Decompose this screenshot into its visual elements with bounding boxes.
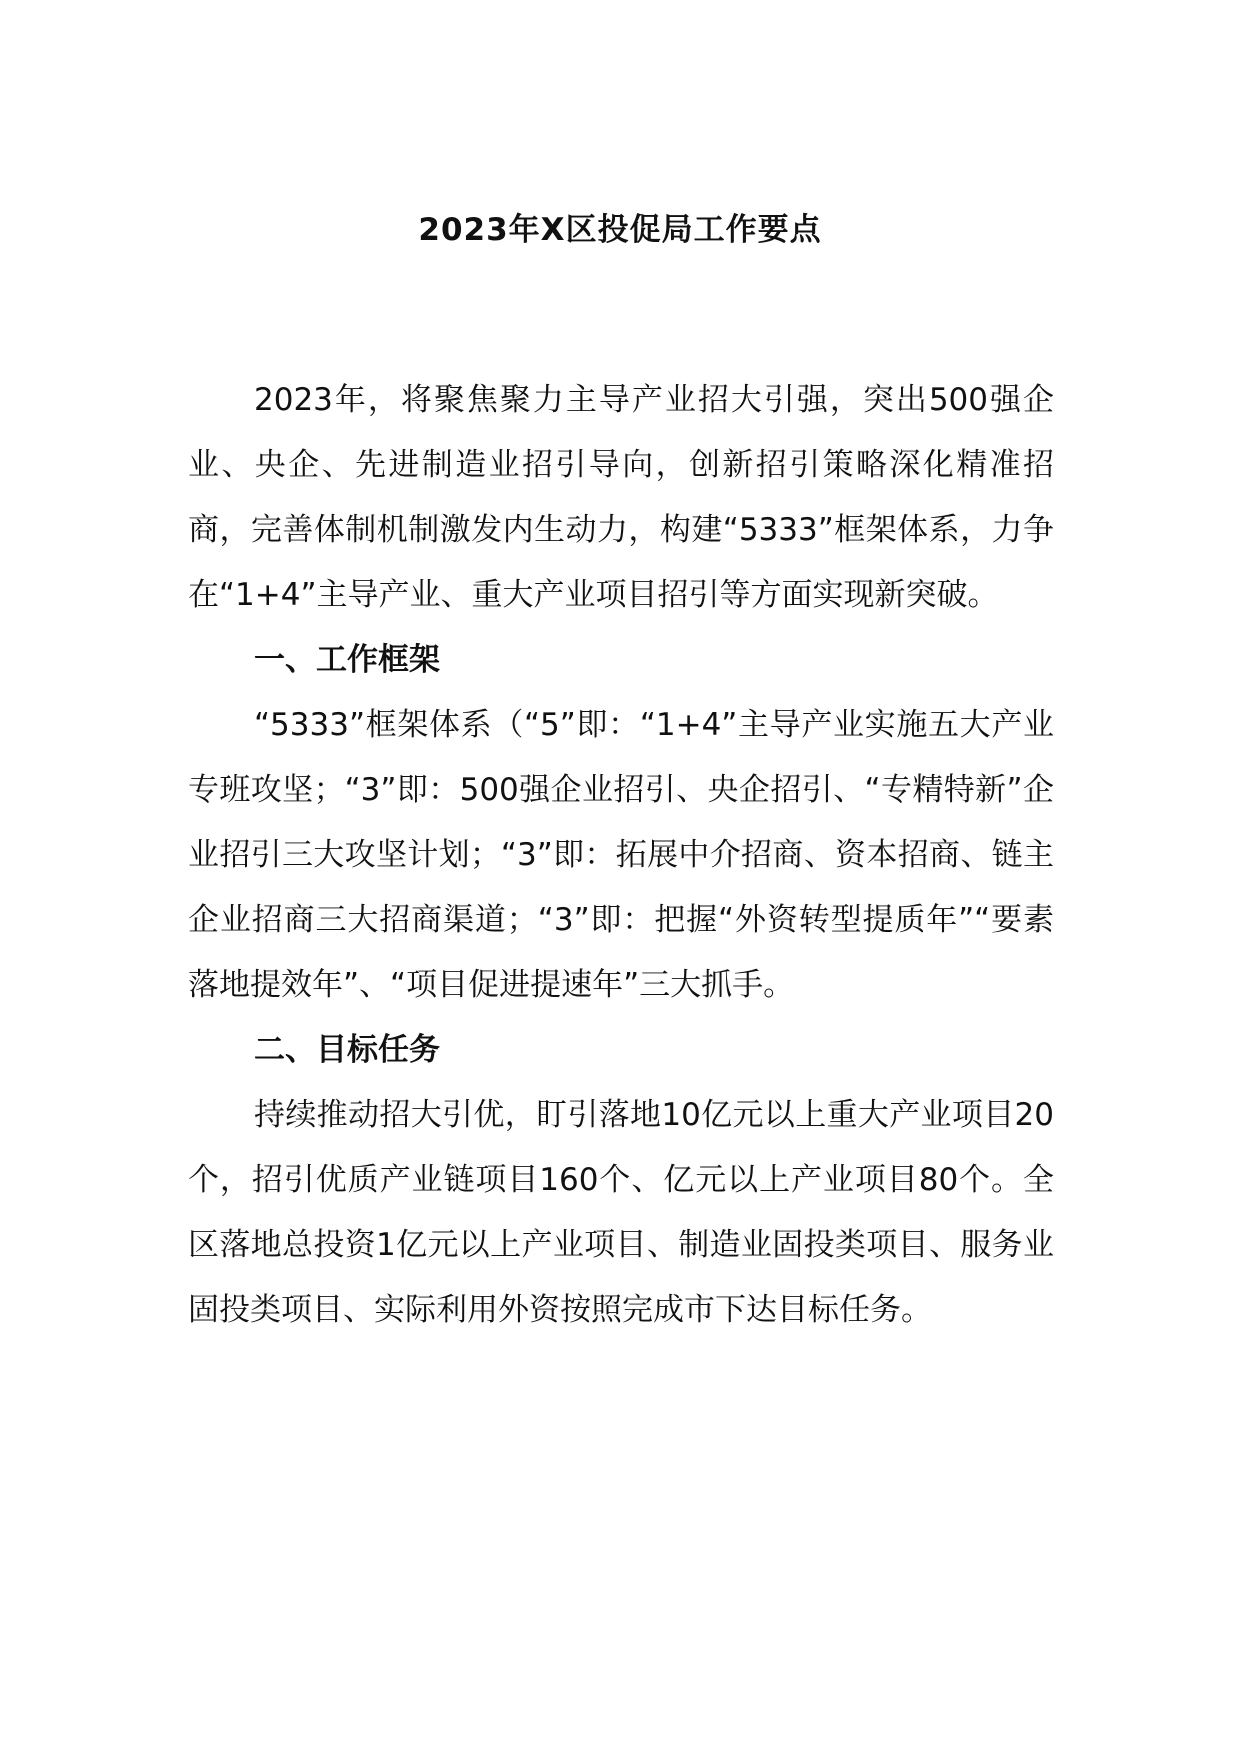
section-heading-targets: 二、目标任务	[254, 1032, 440, 1068]
section-heading-framework: 一、工作框架	[254, 642, 440, 678]
section-body-framework: “5333”框架体系（“5”即：“1+4”主导产业实施五大产业专班攻坚；“3”即：500强企业招引、央企招引、“专精特新”企业招引三大攻坚计划；“3”即：拓展中介招商、资本招商、链主企业招商三大招商渠道；“3”即：把握“外资转型提质年”“要素落地提效年”、“项目促进提速年”三大抓手。	[188, 707, 1054, 1003]
intro-paragraph: 2023年，将聚焦聚力主导产业招大引强，突出500强企业、央企、先进制造业招引导向，创新招引策略深化精准招商，完善体制机制激发内生动力，构建“5333”框架体系，力争在“1+4”主导产业、重大产业项目招引等方面实现新突破。	[188, 382, 1054, 613]
document-body	[188, 368, 1054, 1343]
document-title: 2023年X区投促局工作要点	[418, 212, 822, 248]
section-body-targets: 持续推动招大引优，盯引落地10亿元以上重大产业项目20个，招引优质产业链项目160个、亿元以上产业项目80个。全区落地总投资1亿元以上产业项目、制造业固投类项目、服务业固投类项目、实际利用外资按照完成市下达目标任务。	[188, 1097, 1054, 1328]
